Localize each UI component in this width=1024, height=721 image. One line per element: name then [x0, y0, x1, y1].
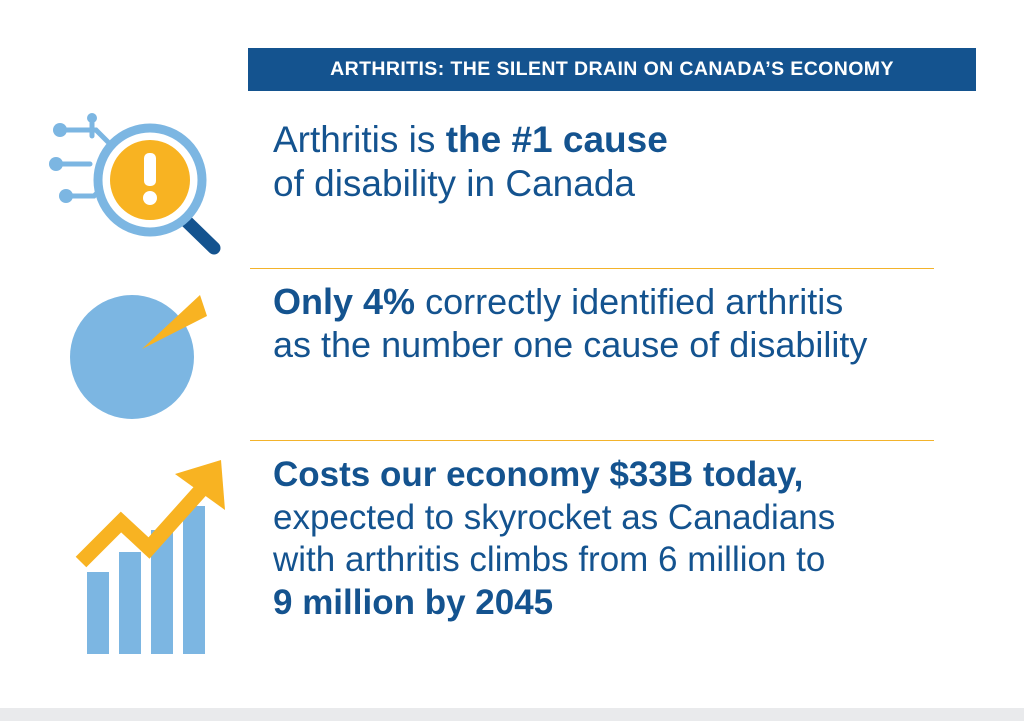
stat-row-3-icon-cell: [40, 446, 248, 661]
stat-row-3: [40, 446, 984, 686]
stat-row-2-line-1-bold: Only 4%: [273, 281, 416, 322]
stat-row-3-line-1: [273, 454, 984, 497]
magnifier-exclamation-icon: [46, 108, 242, 263]
header-banner: [248, 48, 976, 91]
stat-row-1-line-2: of disability in Canada: [273, 163, 635, 205]
stat-row-1-line-1-bold: the #1 cause: [445, 119, 668, 160]
pie-chart-4-percent-icon: [54, 279, 234, 434]
stat-row-2-line-1: [273, 280, 984, 323]
header-title: ARTHRITIS: THE SILENT DRAIN ON CANADA’S ECONOMY: [330, 58, 894, 80]
divider-1: [250, 268, 934, 269]
stat-row-3-line-4: [273, 582, 984, 625]
bar-chart-rising-arrow-icon: [49, 444, 239, 664]
stat-row-2-icon-cell: [40, 272, 248, 436]
stat-row-1: [40, 110, 984, 270]
stat-row-3-line-1-bold: Costs our economy $33B today,: [273, 455, 804, 494]
stat-row-2-line-1-plain: correctly identified arthritis: [415, 281, 844, 322]
divider-2: [250, 440, 934, 441]
stat-row-2-text-cell: [248, 272, 984, 366]
stat-row-2-line-2: as the number one cause of disability: [273, 324, 868, 366]
stat-row-3-line-4-bold: 9 million by 2045: [273, 583, 554, 623]
stat-row-1-line-1-plain: Arthritis is: [273, 119, 446, 160]
stat-row-3-line-3: with arthritis climbs from 6 million to: [273, 540, 826, 580]
stat-row-1-line-1: [273, 118, 984, 162]
stat-row-1-icon-cell: [40, 110, 248, 260]
stat-row-1-text-cell: [248, 110, 984, 207]
stat-row-3-text-cell: [248, 446, 984, 625]
bottom-strip: [0, 708, 1024, 721]
stat-row-3-line-2: expected to skyrocket as Canadians: [273, 497, 836, 537]
stat-row-2: [40, 272, 984, 444]
